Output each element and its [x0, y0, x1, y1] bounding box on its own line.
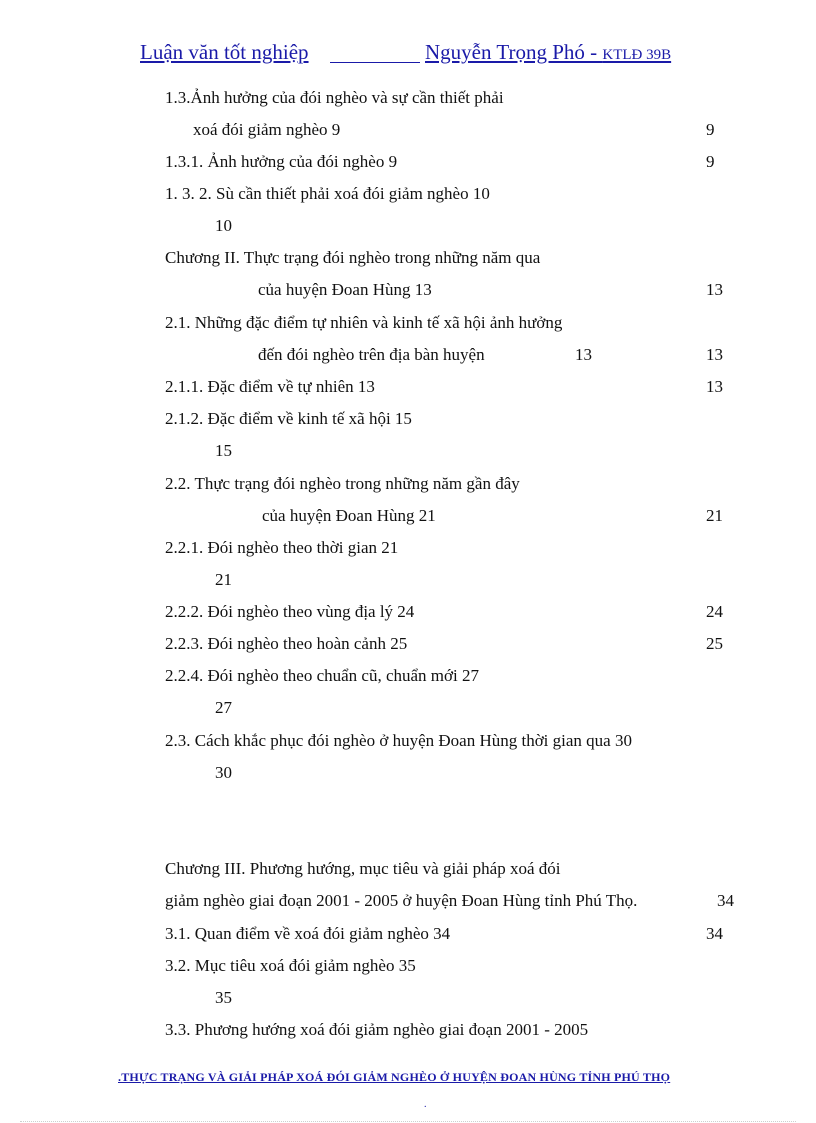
toc-page-number: 9 [706, 120, 715, 139]
header-class-code: KTLĐ 39B [602, 47, 672, 63]
toc-line: 3.3. Phương hướng xoá đói giảm nghèo giai đoạn 2001 - 2005 [165, 1020, 589, 1039]
toc-page-number: 13 [706, 377, 723, 396]
toc-page-number: 30 [215, 763, 232, 782]
toc-page-number: 13 [706, 280, 723, 299]
toc-line: của huyện Đoan Hùng 21 [262, 506, 436, 525]
toc-line: đến đói nghèo trên địa bàn huyện [258, 345, 485, 364]
header-underline-gap [330, 62, 420, 63]
header-author [425, 40, 671, 65]
toc-line: 2.1. Những đặc điểm tự nhiên và kinh tế xã hội ảnh hưởng [165, 313, 563, 332]
toc-line: 1.3.Ảnh hưởng của đói nghèo và sự cần thiết phải [165, 88, 504, 107]
toc-page-number: 34 [706, 924, 723, 943]
header-thesis-label: Luận văn tốt nghiệp [140, 40, 309, 64]
page-divider [20, 1121, 796, 1122]
toc-line: 2.2.4. Đói nghèo theo chuẩn cũ, chuẩn mới 27 [165, 666, 479, 685]
toc-line: 2.1.2. Đặc điểm về kinh tế xã hội 15 [165, 409, 412, 428]
toc-line: giảm nghèo giai đoạn 2001 - 2005 ở huyện Đoan Hùng tỉnh Phú Thọ. [165, 891, 638, 910]
toc-line: 2.2.1. Đói nghèo theo thời gian 21 [165, 538, 399, 557]
toc-line: 2.2. Thực trạng đói nghèo trong những năm gần đây [165, 474, 520, 493]
toc-page-number: 21 [215, 570, 232, 589]
toc-line: xoá đói giảm nghèo 9 [193, 120, 341, 139]
toc-page-number: 34 [717, 891, 734, 910]
toc-page-number: 13 [706, 345, 723, 364]
toc-line: Chương II. Thực trạng đói nghèo trong những năm qua [165, 248, 541, 267]
header-author-name: Nguyễn Trọng Phó - [425, 40, 603, 64]
toc-line: 1.3.1. Ảnh hưởng của đói nghèo 9 [165, 152, 398, 171]
toc-line: 2.2.2. Đói nghèo theo vùng địa lý 24 [165, 602, 415, 621]
footer-mark: . [424, 1099, 427, 1110]
toc-page-number: 27 [215, 698, 232, 717]
toc-page-number: 9 [706, 152, 715, 171]
toc-line: 3.1. Quan điểm về xoá đói giảm nghèo 34 [165, 924, 451, 943]
toc-page-number: 35 [215, 988, 232, 1007]
toc-page-number: 15 [215, 441, 232, 460]
toc-line: 1. 3. 2. Sù cần thiết phải xoá đói giảm nghèo 10 [165, 184, 490, 203]
toc-line: của huyện Đoan Hùng 13 [258, 280, 432, 299]
toc-page-number: 24 [706, 602, 723, 621]
toc-line: 3.2. Mục tiêu xoá đói giảm nghèo 35 [165, 956, 416, 975]
toc-page-number: 21 [706, 506, 723, 525]
toc-line: 2.3. Cách khắc phục đói nghèo ở huyện Đoan Hùng thời gian qua 30 [165, 731, 632, 750]
toc-page-number: 25 [706, 634, 723, 653]
footer-document-title: .THỰC TRẠNG VÀ GIẢI PHÁP XOÁ ĐÓI GIẢM NGHÈO Ở HUYỆN ĐOAN HÙNG TỈNH PHÚ THỌ [118, 1070, 671, 1084]
toc-line: Chương III. Phương hướng, mục tiêu và giải pháp xoá đói [165, 859, 561, 878]
toc-line: 2.1.1. Đặc điểm về tự nhiên 13 [165, 377, 375, 396]
toc-line: 2.2.3. Đói nghèo theo hoàn cảnh 25 [165, 634, 408, 653]
toc-page-number: 10 [215, 216, 232, 235]
toc-page-number: 13 [575, 345, 592, 364]
